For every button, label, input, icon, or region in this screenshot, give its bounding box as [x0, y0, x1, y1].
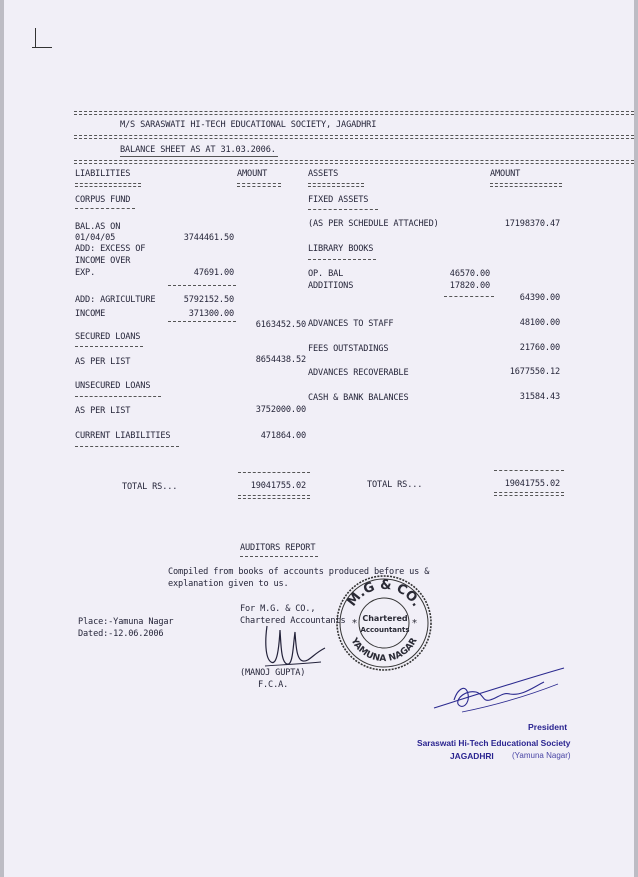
svg-text:Chartered: Chartered [362, 614, 408, 623]
library-total: 64390.00 [519, 293, 560, 303]
stamp-society: Saraswati Hi-Tech Educational Society [417, 738, 571, 748]
liabilities-total-label: TOTAL RS... [122, 482, 178, 492]
additions-label: ADDITIONS [308, 281, 354, 291]
svg-text:Accountants: Accountants [360, 626, 410, 634]
adv-recoverable-label: ADVANCES RECOVERABLE [308, 368, 409, 378]
stamp-role: President [528, 722, 568, 732]
cash-bank-label: CASH & BANK BALANCES [308, 393, 409, 403]
col-amount-left: AMOUNT [237, 169, 268, 179]
chartered-accountants: Chartered Accountants [240, 616, 346, 626]
secured-loans-heading: SECURED LOANS [75, 332, 141, 342]
liabilities-total-value: 19041755.02 [250, 481, 306, 491]
adv-recoverable-value: 1677550.12 [509, 367, 560, 377]
current-liabilities-heading: CURRENT LIABILITIES [75, 431, 171, 441]
fixed-assets-heading: FIXED ASSETS [308, 195, 369, 205]
auditor-signature [259, 618, 329, 673]
library-books-heading: LIBRARY BOOKS [308, 244, 374, 254]
bal-as-on-label: BAL.AS ON [75, 222, 121, 232]
corpus-fund-heading: CORPUS FUND [75, 195, 131, 205]
unsecured-loans-heading: UNSECURED LOANS [75, 381, 151, 391]
col-liabilities: LIABILITIES [75, 169, 131, 179]
excess-label-2: INCOME OVER [75, 256, 131, 266]
excess-label-1: ADD: EXCESS OF [75, 244, 146, 254]
col-assets: ASSETS [308, 169, 339, 179]
advances-staff-label: ADVANCES TO STAFF [308, 319, 394, 329]
excess-value: 47691.00 [193, 268, 234, 278]
auditors-line-1: Compiled from books of accounts produced before us & [168, 567, 430, 577]
fees-value: 21760.00 [519, 343, 560, 353]
svg-text:*: * [412, 618, 417, 629]
advances-staff-value: 48100.00 [519, 318, 560, 328]
op-bal-value: 46570.00 [449, 269, 490, 279]
col-amount-right: AMOUNT [490, 169, 521, 179]
president-signature [432, 660, 572, 720]
fees-label: FEES OUTSTADINGS [308, 344, 389, 354]
document-page [4, 0, 634, 877]
corpus-total: 6163452.50 [255, 320, 306, 330]
svg-text:*: * [352, 618, 357, 629]
auditor-designation: F.C.A. [258, 680, 289, 690]
excess-label-3: EXP. [75, 268, 96, 278]
current-value: 471864.00 [260, 431, 306, 441]
agri-label-2: INCOME [75, 309, 106, 319]
agri-label-1: ADD: AGRICULTURE [75, 295, 156, 305]
schedule-value: 17198370.47 [504, 219, 560, 229]
additions-value: 17820.00 [449, 281, 490, 291]
op-bal-label: OP. BAL [308, 269, 344, 279]
place-label: Place:-Yamuna Nagar [78, 617, 174, 627]
secured-value: 8654438.52 [255, 355, 306, 365]
binder-mark [32, 28, 56, 48]
agri-value: 371300.00 [188, 309, 234, 319]
document-title: BALANCE SHEET AS AT 31.03.2006. [120, 145, 276, 155]
auditors-title: AUDITORS REPORT [240, 543, 316, 553]
company-title: M/S SARASWATI HI-TECH EDUCATIONAL SOCIETY, JAGADHRI [120, 120, 377, 130]
assets-total-value: 19041755.02 [504, 479, 560, 489]
for-firm: For M.G. & CO., [240, 604, 316, 614]
stamp-place-2: (Yamuna Nagar) [512, 751, 571, 760]
svg-text:M.G & CO.: M.G & CO. [344, 577, 424, 610]
agri-subtotal: 5792152.50 [183, 295, 234, 305]
unsecured-per-list: AS PER LIST [75, 406, 131, 416]
bal-as-on-date: 01/04/05 [75, 233, 116, 243]
auditor-name: (MANOJ GUPTA) [240, 668, 306, 678]
cash-bank-value: 31584.43 [519, 392, 560, 402]
schedule-label: (AS PER SCHEDULE ATTACHED) [308, 219, 439, 229]
unsecured-value: 3752000.00 [255, 405, 306, 415]
auditors-line-2: explanation given to us. [168, 579, 289, 589]
secured-per-list: AS PER LIST [75, 357, 131, 367]
dated-label: Dated:-12.06.2006 [78, 629, 164, 639]
assets-total-label: TOTAL RS... [367, 480, 423, 490]
stamp-place: JAGADHRI [450, 751, 494, 761]
bal-value: 3744461.50 [183, 233, 234, 243]
svg-text:YAMUNA NAGAR: YAMUNA NAGAR [348, 636, 420, 665]
firm-seal [334, 573, 434, 673]
